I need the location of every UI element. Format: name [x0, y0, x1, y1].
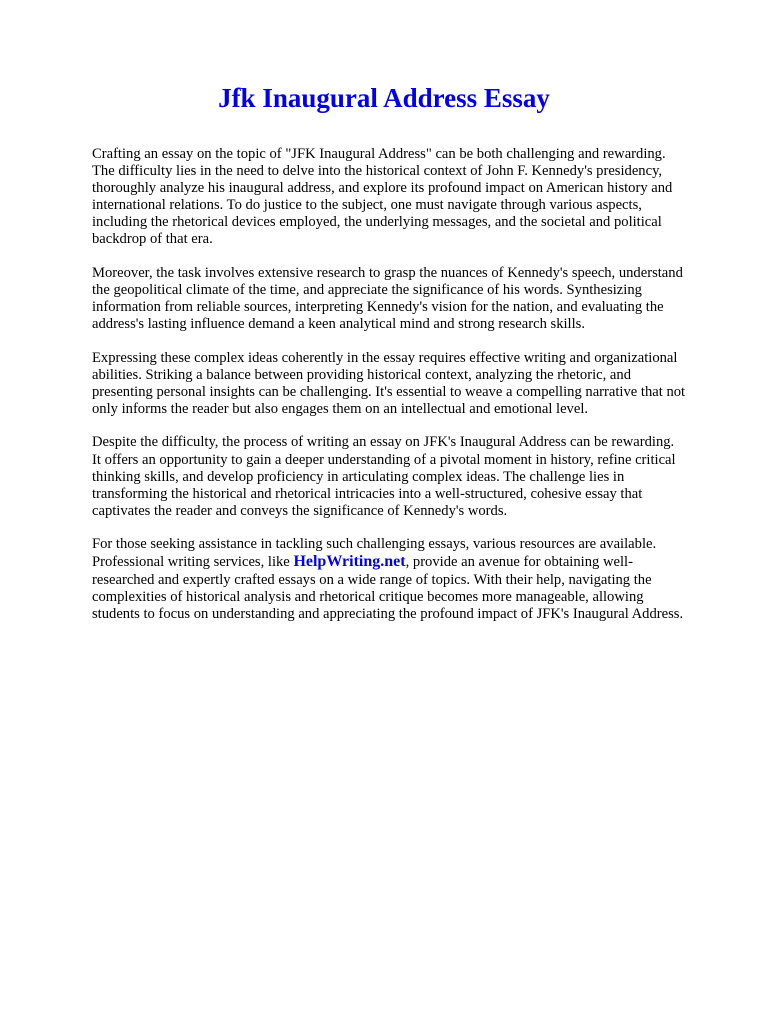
paragraph-line: including the rhetorical devices employed, the underlying messages, and the societal and political: [92, 214, 662, 231]
paragraph-text-segment: Professional writing services, like: [92, 554, 294, 571]
paragraph-line: the geopolitical climate of the time, and appreciate the significance of his words. Synthesizing: [92, 282, 642, 299]
paragraph-4: [92, 434, 732, 519]
paragraph-line: address's lasting influence demand a keen analytical mind and strong research skills.: [92, 316, 585, 333]
paragraph-5: [92, 536, 732, 622]
paragraph-line: researched and expertly crafted essays on a wide range of topics. With their help, navigating the: [92, 571, 652, 588]
paragraph-line: captivates the reader and conveys the significance of Kennedy's words.: [92, 502, 508, 519]
paragraph-line: abilities. Striking a balance between providing historical context, analyzing the rhetoric, and: [92, 366, 631, 383]
paragraph-line: Crafting an essay on the topic of "JFK Inaugural Address" can be both challenging and rewarding.: [92, 146, 666, 162]
paragraph-line: It offers an opportunity to gain a deeper understanding of a pivotal moment in history, refine critical: [92, 451, 676, 468]
document-title: Jfk Inaugural Address Essay: [218, 83, 550, 113]
paragraph-line: transforming the historical and rhetorical intricacies into a well-structured, cohesive essay that: [92, 485, 643, 502]
paragraph-1: [92, 146, 732, 249]
paragraph-line: only informs the reader but also engages them on an intellectual and emotional level.: [92, 401, 589, 417]
paragraph-3: [92, 350, 732, 418]
paragraph-line: The difficulty lies in the need to delve into the historical context of John F. Kennedy's presidency,: [92, 163, 663, 180]
paragraph-line: students to focus on understanding and appreciating the profound impact of JFK's Inaugural Address.: [92, 605, 684, 622]
paragraph-line: backdrop of that era.: [92, 231, 213, 248]
paragraph-line: thinking skills, and develop proficiency in articulating complex ideas. The challenge lies in: [92, 468, 625, 485]
document-body: [92, 146, 732, 639]
paragraph-line: international relations. To do justice to the subject, one must navigate through various aspects,: [92, 197, 642, 214]
paragraph-line: information from reliable sources, interpreting Kennedy's vision for the nation, and evaluating the: [92, 299, 664, 316]
paragraph-line: presenting personal insights can be challenging. It's essential to weave a compelling narrative that not: [92, 383, 686, 400]
paragraph-line: Despite the difficulty, the process of writing an essay on JFK's Inaugural Address can be rewarding.: [92, 434, 675, 451]
paragraph-line: complexities of historical analysis and rhetorical critique becomes more manageable, allowing: [92, 588, 644, 605]
paragraph-2: [92, 265, 732, 333]
paragraph-line: Expressing these complex ideas coherently in the essay requires effective writing and organizational: [92, 349, 678, 366]
paragraph-line-with-link: [92, 553, 732, 571]
paragraph-line: Moreover, the task involves extensive research to grasp the nuances of Kennedy's speech, understand: [92, 264, 683, 281]
paragraph-text-segment: , provide an avenue for obtaining well-: [405, 554, 633, 571]
paragraph-line: For those seeking assistance in tackling such challenging essays, various resources are available.: [92, 536, 657, 553]
paragraph-line: thoroughly analyze his inaugural address, and explore its profound impact on American history and: [92, 180, 673, 197]
helpwriting-link[interactable]: HelpWriting.net: [293, 553, 406, 571]
